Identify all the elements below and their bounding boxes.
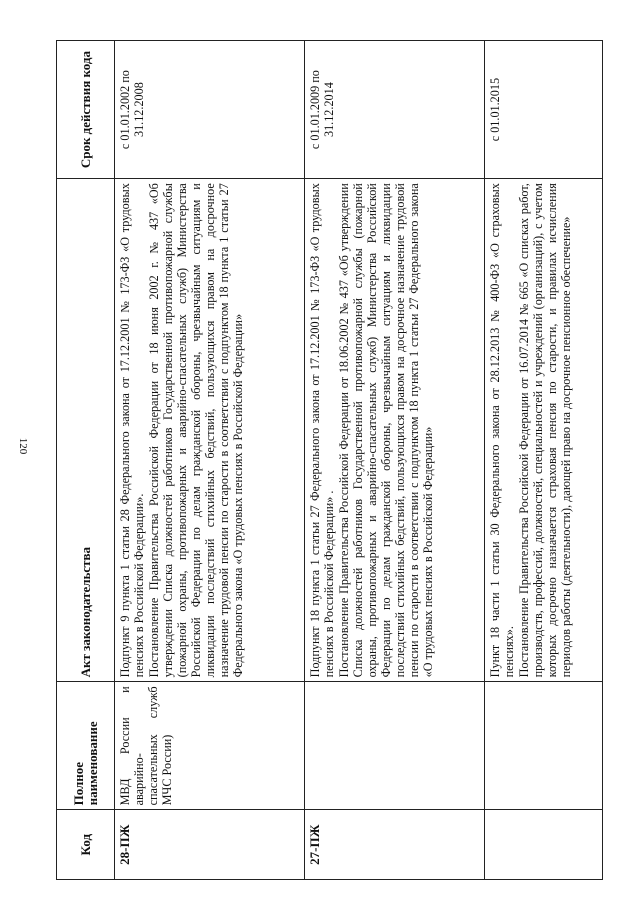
- act-paragraph: Пункт 18 части 1 статьи 30 Федерального закона от 28.12.2013 № 400-ФЗ «О страховых пенсиях».: [488, 183, 516, 678]
- header-validity: Срок действия кода: [57, 41, 115, 179]
- act-paragraph: Подпункт 9 пункта 1 статьи 28 Федерального закона от 17.12.2001 № 173-ФЗ «О трудовых пенсиях в Российской Федерации».: [118, 183, 146, 678]
- rotated-table-wrapper: [56, 40, 603, 880]
- row-full-name: [485, 682, 603, 810]
- table-row: [485, 41, 603, 880]
- header-act: Акт законодательства: [57, 179, 115, 682]
- row-code: 27-ПЖ: [305, 810, 485, 880]
- act-paragraph: Постановление Правительства Российской Федерации от 18.06.2002 № 437 «Об утверждении Списка должностей работников Государственной противопожарной службы (пожарной охраны, противопожарных и аварийно-спасательных служб) Министерства Российской Федерации по делам гражданской обороны, чрезвычайным ситуациям и ликвидации последствий стихийных бедствий, пользующихся правом на досрочное назначение трудовой пенсии по старости в соответствии с подпунктом 18 пункта 1 статьи 27 Федерального закона «О трудовых пенсиях в Российской Федерации»: [337, 183, 435, 678]
- row-code: [485, 810, 603, 880]
- row-full-name: [305, 682, 485, 810]
- table-row: [305, 41, 485, 880]
- page-number: 120: [17, 437, 29, 455]
- row-act: [485, 179, 603, 682]
- row-validity: с 01.01.2015: [485, 41, 603, 179]
- table-header-row: [57, 41, 115, 880]
- row-code: 28-ПЖ: [115, 810, 305, 880]
- act-paragraph: Постановление Правительства Российской Федерации от 16.07.2014 № 665 «О списках работ, производств, профессий, должностей, специальностей и учреждений (организаций), с учетом которых досрочно назначается страховая пенсия по старости, и правилах исчисления периодов работы (деятельности), дающей право на досрочное пенсионное обеспечение»: [517, 183, 573, 678]
- row-act: [115, 179, 305, 682]
- act-paragraph: Подпункт 18 пункта 1 статьи 27 Федерального закона от 17.12.2001 № 173-ФЗ «О трудовых пенсиях в Российской Федерации» .: [308, 183, 336, 678]
- act-paragraph: Постановление Правительства Российской Федерации от 18 июня 2002 г. № 437 «Об утверждении Списка должностей работников Государственной противопожарной службы (пожарной охраны, противопожарных и аварийно-спасательных служб) Министерства Российской Федерации по делам гражданской обороны, чрезвычайным ситуациям и ликвидации последствий стихийных бедствий, пользующихся правом на досрочное назначение трудовой пенсии по старости в соответствии с подпунктом 18 пункта 1 статьи 27 Федерального закона «О трудовых пенсиях в Российской Федерации»: [147, 183, 245, 678]
- legislation-code-table: [56, 40, 603, 880]
- row-validity: с 01.01.2002 по 31.12.2008: [115, 41, 305, 179]
- row-validity: с 01.01.2009 по 31.12.2014: [305, 41, 485, 179]
- header-full-name: Полное наименование: [57, 682, 115, 810]
- row-act: [305, 179, 485, 682]
- row-full-name: МВД России и аварийно-спасательных служб МЧС России): [115, 682, 305, 810]
- header-code: Код: [57, 810, 115, 880]
- table-row: [115, 41, 305, 880]
